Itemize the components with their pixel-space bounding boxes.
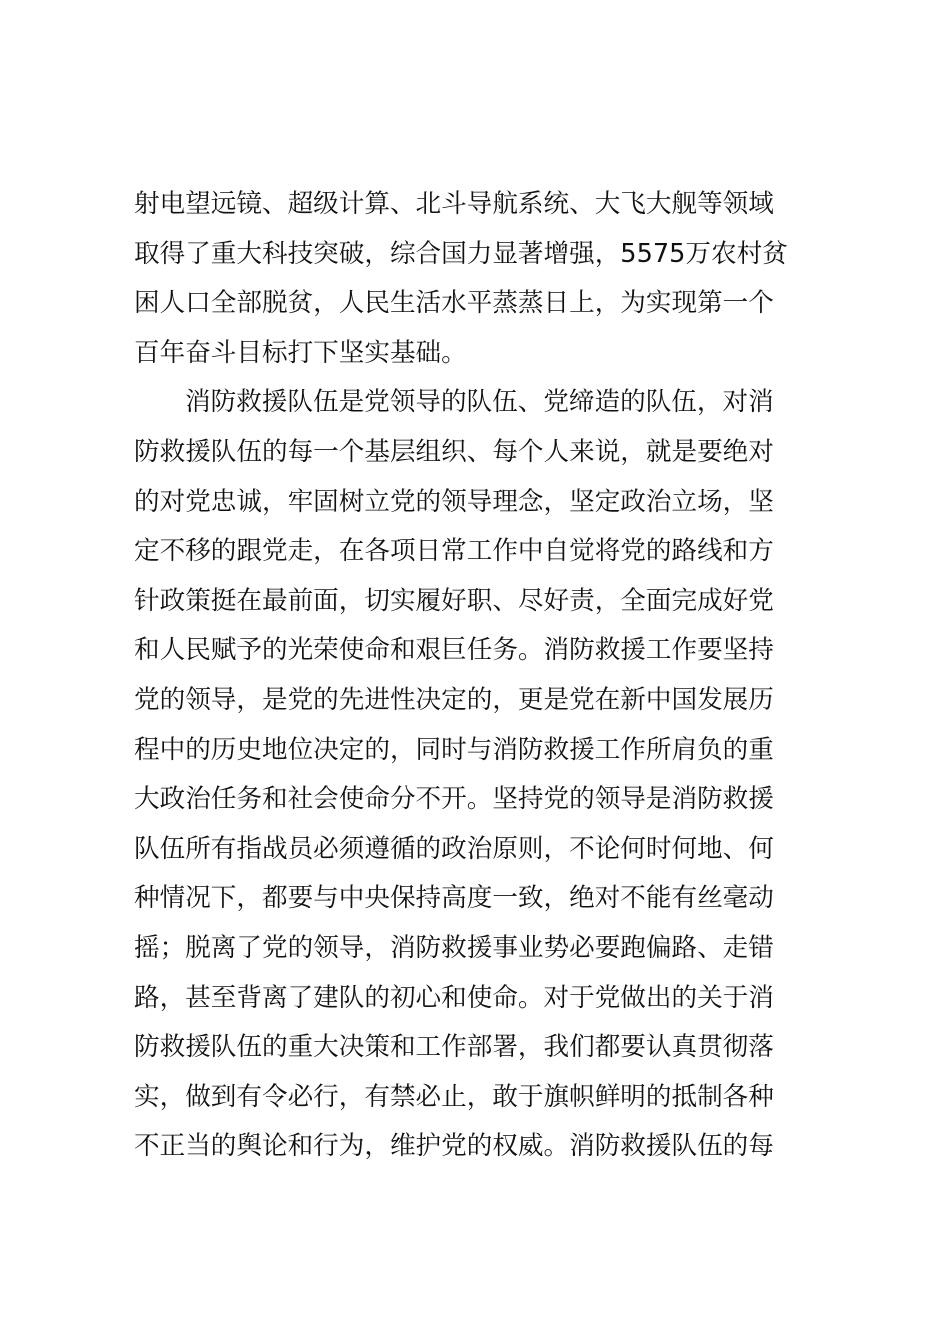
text-line: 针政策挺在最前面，切实履好职、尽好责，全面完成好党 bbox=[134, 585, 774, 616]
paragraph-first-line: 消防救援队伍是党领导的队伍、党缔造的队伍，对消 bbox=[185, 387, 774, 418]
text-line: 困人口全部脱贫，人民生活水平蒸蒸日上，为实现第一个 bbox=[134, 288, 774, 319]
text-line: 不正当的舆论和行为，维护党的权威。消防救援队伍的每 bbox=[134, 1131, 774, 1162]
text-line: 大政治任务和社会使命分不开。坚持党的领导是消防救援 bbox=[134, 784, 774, 815]
text-line: 队伍所有指战员必须遵循的政治原则，不论何时何地、何 bbox=[134, 833, 774, 864]
text-line: 实，做到有令必行，有禁必止，敢于旗帜鲜明的抵制各种 bbox=[134, 1081, 774, 1112]
text-line: 的对党忠诚，牢固树立党的领导理念，坚定政治立场，坚 bbox=[134, 486, 774, 517]
text-line: 定不移的跟党走，在各项日常工作中自觉将党的路线和方 bbox=[134, 536, 774, 567]
text-line: 种情况下，都要与中央保持高度一致，绝对不能有丝毫动 bbox=[134, 883, 774, 914]
text-line: 路，甚至背离了建队的初心和使命。对于党做出的关于消 bbox=[134, 982, 774, 1013]
text-line: 取得了重大科技突破，综合国力显著增强，5575万农村贫 bbox=[134, 238, 788, 269]
text-line: 防救援队伍的重大决策和工作部署，我们都要认真贯彻落 bbox=[134, 1032, 774, 1063]
text-line: 防救援队伍的每一个基层组织、每个人来说，就是要绝对 bbox=[134, 436, 774, 467]
body-text bbox=[134, 180, 834, 1172]
text-line: 射电望远镜、超级计算、北斗导航系统、大飞大舰等领域 bbox=[134, 189, 774, 219]
text-line: 程中的历史地位决定的，同时与消防救援工作所肩负的重 bbox=[134, 734, 774, 765]
text-line: 摇；脱离了党的领导，消防救援事业势必要跑偏路、走错 bbox=[134, 932, 774, 963]
text-line: 党的领导，是党的先进性决定的，更是党在新中国发展历 bbox=[134, 684, 774, 715]
text-line: 和人民赋予的光荣使命和艰巨任务。消防救援工作要坚持 bbox=[134, 635, 774, 666]
text-line: 百年奋斗目标打下坚实基础。 bbox=[134, 337, 467, 368]
